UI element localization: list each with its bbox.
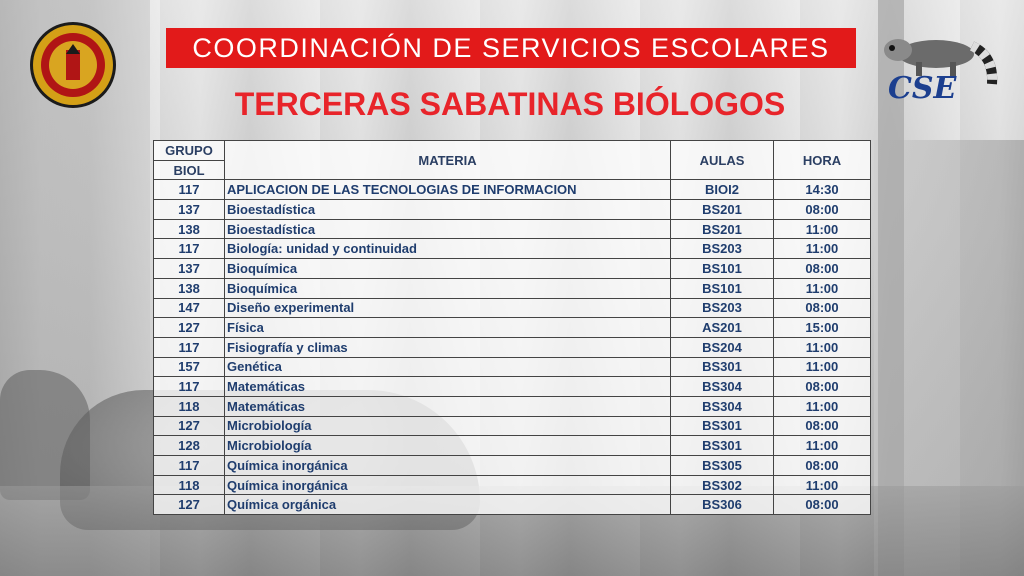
cell-hora: 11:00 bbox=[774, 219, 871, 239]
column-header-grupo: GRUPO bbox=[154, 141, 225, 161]
cell-grupo: 117 bbox=[154, 456, 225, 476]
cell-hora: 08:00 bbox=[774, 298, 871, 318]
cell-aula: BS304 bbox=[671, 377, 774, 397]
cell-hora: 08:00 bbox=[774, 456, 871, 476]
cell-materia: Matemáticas bbox=[225, 396, 671, 416]
table-row bbox=[154, 377, 871, 397]
cell-materia: Bioestadística bbox=[225, 219, 671, 239]
cell-materia: Bioquímica bbox=[225, 259, 671, 279]
cell-aula: BS306 bbox=[671, 495, 774, 515]
cell-aula: BS203 bbox=[671, 298, 774, 318]
cell-grupo: 128 bbox=[154, 436, 225, 456]
cell-grupo: 118 bbox=[154, 396, 225, 416]
cell-grupo: 127 bbox=[154, 318, 225, 338]
table-row bbox=[154, 456, 871, 476]
cell-hora: 11:00 bbox=[774, 239, 871, 259]
table-row bbox=[154, 278, 871, 298]
cell-aula: BS302 bbox=[671, 475, 774, 495]
cell-aula: BS304 bbox=[671, 396, 774, 416]
cell-materia: Química inorgánica bbox=[225, 456, 671, 476]
table-row bbox=[154, 416, 871, 436]
table-row bbox=[154, 200, 871, 220]
cell-materia: Fisiografía y climas bbox=[225, 337, 671, 357]
cell-grupo: 147 bbox=[154, 298, 225, 318]
cell-hora: 08:00 bbox=[774, 259, 871, 279]
cell-materia: Biología: unidad y continuidad bbox=[225, 239, 671, 259]
cell-hora: 15:00 bbox=[774, 318, 871, 338]
cell-aula: BIOI2 bbox=[671, 180, 774, 200]
cell-grupo: 127 bbox=[154, 495, 225, 515]
table-row bbox=[154, 357, 871, 377]
cell-materia: Diseño experimental bbox=[225, 298, 671, 318]
cell-grupo: 117 bbox=[154, 337, 225, 357]
cell-hora: 08:00 bbox=[774, 377, 871, 397]
table-row bbox=[154, 475, 871, 495]
table-row bbox=[154, 396, 871, 416]
cell-aula: AS201 bbox=[671, 318, 774, 338]
cell-grupo: 118 bbox=[154, 475, 225, 495]
column-header-hora: HORA bbox=[774, 141, 871, 180]
column-header-aulas: AULAS bbox=[671, 141, 774, 180]
cell-hora: 11:00 bbox=[774, 436, 871, 456]
table-row bbox=[154, 298, 871, 318]
page-title: COORDINACIÓN DE SERVICIOS ESCOLARES bbox=[192, 32, 830, 63]
cell-grupo: 127 bbox=[154, 416, 225, 436]
cell-hora: 08:00 bbox=[774, 495, 871, 515]
cell-materia: Matemáticas bbox=[225, 377, 671, 397]
cell-grupo: 137 bbox=[154, 259, 225, 279]
cell-materia: Microbiología bbox=[225, 436, 671, 456]
cell-materia: Bioquímica bbox=[225, 278, 671, 298]
page-subtitle bbox=[0, 86, 1024, 123]
cell-aula: BS201 bbox=[671, 219, 774, 239]
table-header-row bbox=[154, 141, 871, 161]
cell-grupo: 138 bbox=[154, 278, 225, 298]
table-row bbox=[154, 318, 871, 338]
column-header-materia: MATERIA bbox=[225, 141, 671, 180]
header-banner bbox=[166, 28, 856, 68]
cell-hora: 11:00 bbox=[774, 396, 871, 416]
cell-grupo: 157 bbox=[154, 357, 225, 377]
cell-aula: BS301 bbox=[671, 357, 774, 377]
cell-aula: BS203 bbox=[671, 239, 774, 259]
cell-hora: 08:00 bbox=[774, 200, 871, 220]
cell-hora: 11:00 bbox=[774, 357, 871, 377]
cell-hora: 14:30 bbox=[774, 180, 871, 200]
cell-materia: Genética bbox=[225, 357, 671, 377]
table-row bbox=[154, 259, 871, 279]
cell-hora: 11:00 bbox=[774, 475, 871, 495]
cell-grupo: 117 bbox=[154, 377, 225, 397]
cell-aula: BS301 bbox=[671, 416, 774, 436]
cell-hora: 11:00 bbox=[774, 337, 871, 357]
table-row bbox=[154, 495, 871, 515]
cell-grupo: 117 bbox=[154, 239, 225, 259]
cse-logo-text: CSE bbox=[888, 71, 957, 104]
table-row bbox=[154, 239, 871, 259]
cell-hora: 08:00 bbox=[774, 416, 871, 436]
cell-materia: Química inorgánica bbox=[225, 475, 671, 495]
schedule-table-body bbox=[154, 180, 871, 515]
table-row bbox=[154, 180, 871, 200]
cell-materia: Bioestadística bbox=[225, 200, 671, 220]
cell-materia: APLICACION DE LAS TECNOLOGIAS DE INFORMACION bbox=[225, 180, 671, 200]
cell-grupo: 137 bbox=[154, 200, 225, 220]
column-header-biol: BIOL bbox=[154, 160, 225, 180]
cell-materia: Química orgánica bbox=[225, 495, 671, 515]
cell-materia: Microbiología bbox=[225, 416, 671, 436]
schedule-table bbox=[153, 140, 871, 515]
subtitle-text: TERCERAS SABATINAS BIÓLOGOS bbox=[234, 86, 786, 122]
cell-hora: 11:00 bbox=[774, 278, 871, 298]
table-row bbox=[154, 436, 871, 456]
cell-grupo: 138 bbox=[154, 219, 225, 239]
table-row bbox=[154, 219, 871, 239]
cell-aula: BS204 bbox=[671, 337, 774, 357]
cell-aula: BS201 bbox=[671, 200, 774, 220]
cell-aula: BS101 bbox=[671, 278, 774, 298]
cell-grupo: 117 bbox=[154, 180, 225, 200]
cell-materia: Física bbox=[225, 318, 671, 338]
cell-aula: BS305 bbox=[671, 456, 774, 476]
cell-aula: BS101 bbox=[671, 259, 774, 279]
table-row bbox=[154, 337, 871, 357]
cell-aula: BS301 bbox=[671, 436, 774, 456]
